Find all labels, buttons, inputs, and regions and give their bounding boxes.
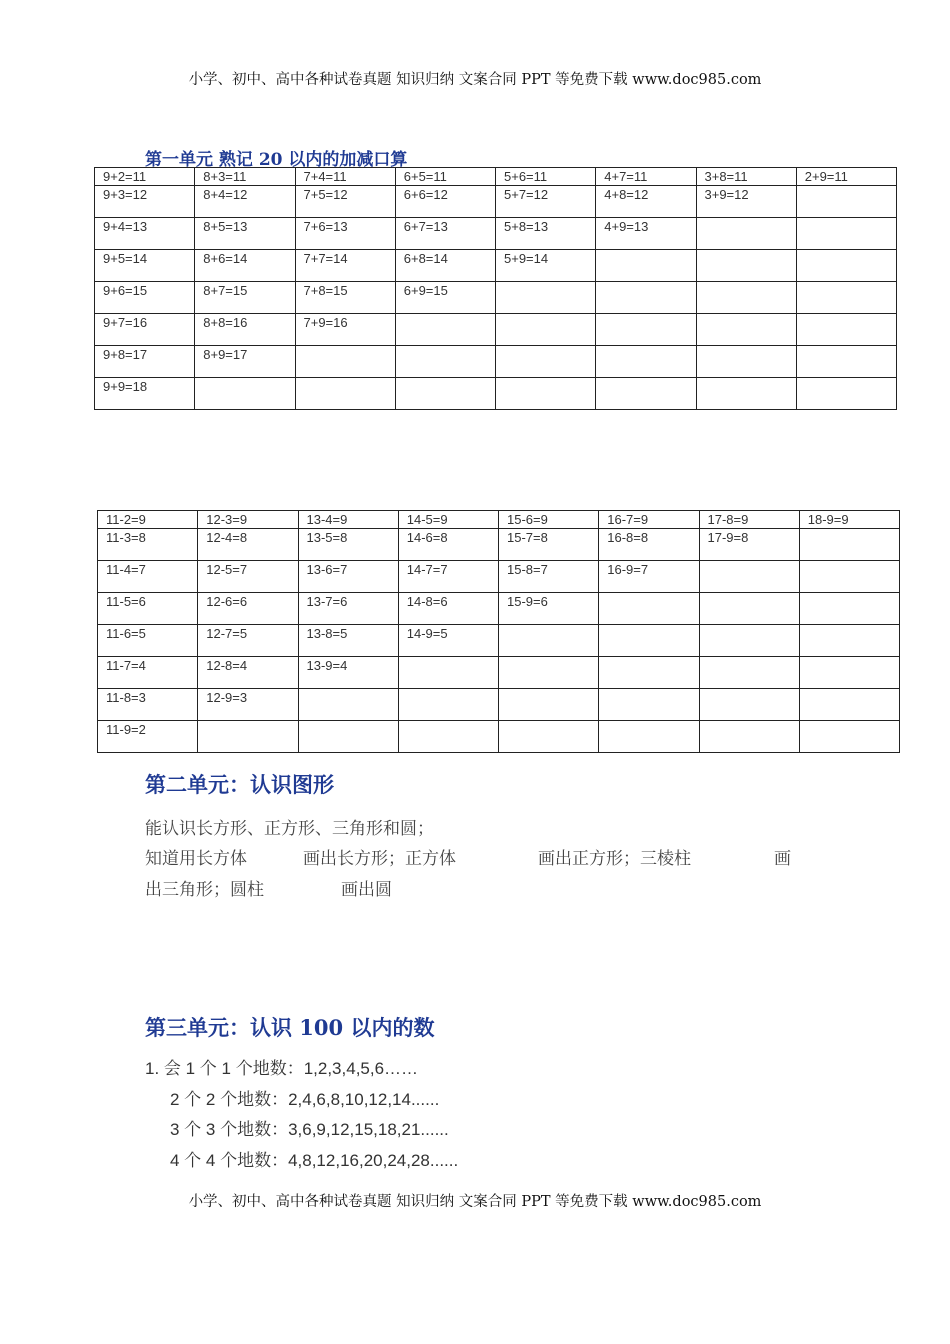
table-cell: 11-9=2 [98,721,198,753]
table-cell: 6+6=12 [395,186,495,218]
table-cell [195,378,295,410]
table-cell: 11-2=9 [98,511,198,529]
unit2-line-3-part-2: 画出圆 [341,880,392,900]
table-cell [796,378,896,410]
unit2-line-2-part-1: 知道用长方体 [145,849,247,869]
table-cell: 12-4=8 [198,529,298,561]
table-cell: 18-9=9 [799,511,899,529]
table-cell [799,561,899,593]
table-cell: 5+6=11 [496,168,596,186]
table-cell: 5+7=12 [496,186,596,218]
table-cell [699,593,799,625]
table-cell [395,346,495,378]
table-cell: 12-5=7 [198,561,298,593]
table-cell: 17-9=8 [699,529,799,561]
table-cell: 9+3=12 [95,186,195,218]
table-cell: 8+8=16 [195,314,295,346]
table-cell: 12-3=9 [198,511,298,529]
table-cell: 6+5=11 [395,168,495,186]
unit1-title: 第一单元 熟记 20 以内的加减口算 [145,150,408,170]
counting-line-1: 1. 会 1 个 1 个地数：1,2,3,4,5,6…… [145,1059,419,1078]
table-cell [499,657,599,689]
unit2-line-2-part-2: 画出长方形；正方体 [303,849,456,869]
counting-line-2: 2 个 2 个地数：2,4,6,8,10,12,14...... [170,1090,440,1109]
table-cell [696,346,796,378]
table-cell [496,314,596,346]
table-cell [295,346,395,378]
table-cell: 15-9=6 [499,593,599,625]
table-cell [496,282,596,314]
table-cell: 4+8=12 [596,186,696,218]
table-cell: 15-8=7 [499,561,599,593]
table-cell [696,378,796,410]
table-cell [596,346,696,378]
table-cell: 7+9=16 [295,314,395,346]
table-cell [799,593,899,625]
table-cell [699,721,799,753]
table-cell: 14-8=6 [398,593,498,625]
unit3-title: 第三单元：认识 100 以内的数 [145,1015,435,1040]
table-cell: 9+4=13 [95,218,195,250]
table-cell [295,378,395,410]
table-cell: 11-7=4 [98,657,198,689]
table-row [95,314,897,346]
table-cell [596,282,696,314]
table-cell [599,721,699,753]
table-cell: 11-4=7 [98,561,198,593]
table-cell: 12-8=4 [198,657,298,689]
table-cell: 9+2=11 [95,168,195,186]
subtraction-table [97,510,900,753]
table-row [98,721,900,753]
table-cell [398,721,498,753]
table-cell [799,721,899,753]
table-row [98,657,900,689]
table-cell: 11-8=3 [98,689,198,721]
table-row [95,282,897,314]
counting-line-3: 3 个 3 个地数：3,6,9,12,15,18,21...... [170,1120,449,1139]
table-cell: 7+7=14 [295,250,395,282]
page-header: 小学、初中、高中各种试卷真题 知识归纳 文案合同 PPT 等免费下载 www.doc985.com [188,72,762,88]
table-cell: 6+8=14 [395,250,495,282]
table-cell [699,689,799,721]
table-cell: 15-6=9 [499,511,599,529]
table-cell [496,346,596,378]
table-cell [696,282,796,314]
table-cell: 3+9=12 [696,186,796,218]
table-cell [596,378,696,410]
unit2-line-3-part-1: 出三角形；圆柱 [145,880,264,900]
table-cell [599,625,699,657]
table-cell: 11-6=5 [98,625,198,657]
table-cell: 9+8=17 [95,346,195,378]
table-cell: 13-4=9 [298,511,398,529]
table-cell [496,378,596,410]
table-cell: 9+9=18 [95,378,195,410]
table-cell [799,657,899,689]
table-cell: 13-5=8 [298,529,398,561]
table-cell [298,721,398,753]
unit2-line-3 [0,875,950,900]
table-cell [796,282,896,314]
table-cell [699,625,799,657]
page-footer: 小学、初中、高中各种试卷真题 知识归纳 文案合同 PPT 等免费下载 www.doc985.com [188,1194,762,1210]
table-cell [198,721,298,753]
table-cell: 14-7=7 [398,561,498,593]
table-cell: 7+5=12 [295,186,395,218]
table-cell [799,689,899,721]
table-cell: 9+6=15 [95,282,195,314]
table-cell [696,314,796,346]
table-row [98,529,900,561]
table-cell [796,346,896,378]
table-row [98,511,900,529]
table-cell [499,625,599,657]
table-cell [796,186,896,218]
table-cell [696,250,796,282]
table-cell: 3+8=11 [696,168,796,186]
table-cell: 8+9=17 [195,346,295,378]
table-cell: 17-8=9 [699,511,799,529]
table-cell [596,314,696,346]
table-cell [796,218,896,250]
table-cell: 7+4=11 [295,168,395,186]
table-cell [395,314,495,346]
table-cell: 8+3=11 [195,168,295,186]
table-cell: 14-6=8 [398,529,498,561]
table-cell [398,657,498,689]
table-cell: 11-3=8 [98,529,198,561]
table-row [95,218,897,250]
table-cell: 6+9=15 [395,282,495,314]
table-cell: 12-6=6 [198,593,298,625]
table-cell [796,314,896,346]
table-cell: 8+5=13 [195,218,295,250]
table-row [98,561,900,593]
table-cell: 13-6=7 [298,561,398,593]
table-cell: 8+7=15 [195,282,295,314]
table-row [98,625,900,657]
addition-table [94,167,897,410]
table-cell: 5+9=14 [496,250,596,282]
table-row [95,378,897,410]
table-cell: 8+6=14 [195,250,295,282]
table-cell: 9+5=14 [95,250,195,282]
table-row [98,593,900,625]
table-cell: 15-7=8 [499,529,599,561]
table-cell: 7+8=15 [295,282,395,314]
table-cell: 4+7=11 [596,168,696,186]
table-cell [398,689,498,721]
table-cell [499,689,599,721]
table-cell [599,689,699,721]
table-row [95,250,897,282]
counting-line-4: 4 个 4 个地数：4,8,12,16,20,24,28...... [170,1151,459,1170]
unit2-title: 第二单元：认识图形 [145,772,334,797]
table-row [98,689,900,721]
table-cell: 13-7=6 [298,593,398,625]
table-cell: 16-9=7 [599,561,699,593]
table-cell: 5+8=13 [496,218,596,250]
unit2-line-2-part-4: 画 [774,849,791,869]
table-cell [699,657,799,689]
table-cell: 2+9=11 [796,168,896,186]
table-cell [599,657,699,689]
table-cell [298,689,398,721]
unit2-line-2 [0,844,950,869]
table-cell: 12-9=3 [198,689,298,721]
unit2-line-2-part-3: 画出正方形；三棱柱 [538,849,691,869]
unit2-line-1: 能认识长方形、正方形、三角形和圆； [145,819,434,839]
table-cell: 16-7=9 [599,511,699,529]
table-cell: 12-7=5 [198,625,298,657]
table-cell [796,250,896,282]
table-cell [499,721,599,753]
table-cell [696,218,796,250]
table-cell [699,561,799,593]
table-cell: 13-8=5 [298,625,398,657]
table-cell [395,378,495,410]
table-row [95,346,897,378]
table-cell: 4+9=13 [596,218,696,250]
table-cell: 14-5=9 [398,511,498,529]
table-cell: 9+7=16 [95,314,195,346]
table-row [95,168,897,186]
table-cell: 8+4=12 [195,186,295,218]
table-cell: 13-9=4 [298,657,398,689]
table-cell [599,593,699,625]
table-cell [596,250,696,282]
table-cell: 7+6=13 [295,218,395,250]
table-cell: 11-5=6 [98,593,198,625]
table-cell [799,625,899,657]
table-cell: 14-9=5 [398,625,498,657]
table-cell: 16-8=8 [599,529,699,561]
table-cell: 6+7=13 [395,218,495,250]
table-cell [799,529,899,561]
table-row [95,186,897,218]
